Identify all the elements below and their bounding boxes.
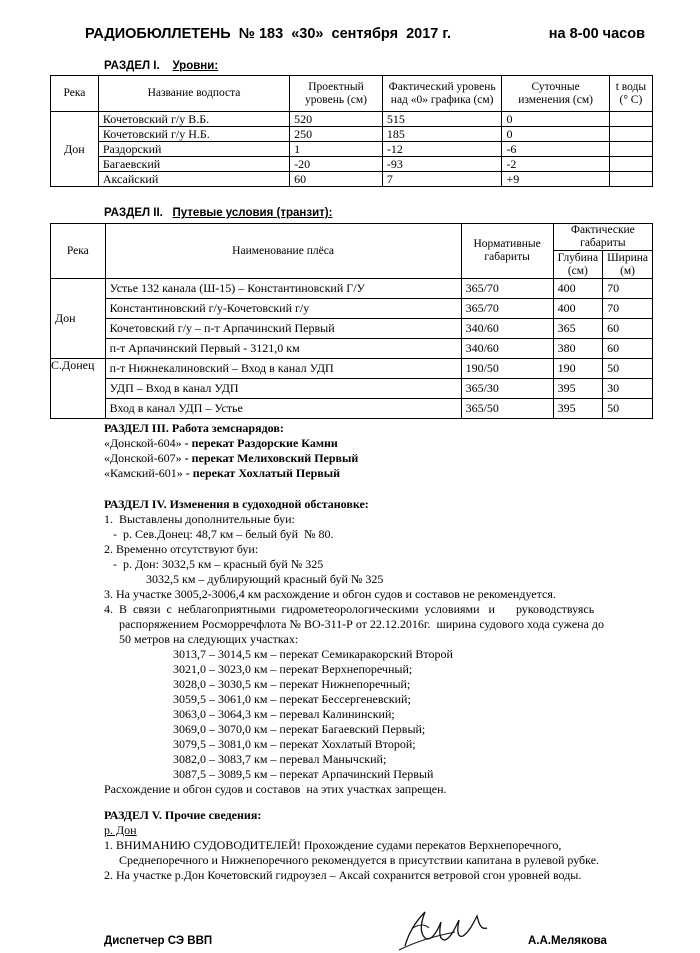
bulletin-title: РАДИОБЮЛЛЕТЕНЬ № 183 «30» сентября 2017 г. [85,26,452,42]
actual-cell: -12 [382,142,502,157]
change-cell: 0 [502,127,609,142]
table-row [51,299,653,319]
norm-cell: 340/60 [461,339,553,359]
section5-river: р. Дон [104,823,137,837]
stretch-cell: УДП – Вход в канал УДП [105,379,461,399]
depth-cell: 365 [553,319,602,339]
dredger-line [104,451,358,466]
section1-heading: Уровни: [172,60,219,72]
section4-line: 3. На участке 3005,2-3006,4 км расхождение и обгон судов и составов не рекомендуется. [104,587,556,601]
width-cell: 50 [603,399,653,419]
table-row [51,359,653,379]
section5-line: Среднепоречного и Нижнепоречного рекомендуется в присутствии капитана в рулевой рубке. [104,853,600,867]
dispatcher-position: Диспетчер СЭ ВВП [104,935,213,947]
design-cell: 520 [290,112,383,127]
section4-line: распоряжением Росморречфлота № ВО-311-Р от 22.12.2016г. ширина судового хода сужена до [104,617,604,631]
norm-cell: 365/70 [461,279,553,299]
post-cell: Раздорский [98,142,289,157]
dredger-name: «Донской-604» [104,436,182,450]
stretch-cell: Константиновский г/у-Кочетовский г/у [105,299,461,319]
norm-cell: 365/50 [461,399,553,419]
section1-number: РАЗДЕЛ I. [104,60,160,72]
section4-line: 3059,5 – 3061,0 км – перекат Бессергеневский; [104,692,411,706]
width-cell: 50 [603,359,653,379]
norm-cell: 340/60 [461,319,553,339]
dredger-name: «Донской-607» [104,451,182,465]
stretch-cell: Вход в канал УДП – Устье [105,399,461,419]
table-row [51,399,653,419]
actual-cell: 515 [382,112,502,127]
section2-title [104,207,332,219]
table-row [51,172,653,187]
section4-line: Расхождение и обгон судов и составов на этих участках запрещен. [104,782,447,796]
section4-line: 3082,0 – 3083,7 км – перевал Манычский; [104,752,387,766]
table-row [51,127,653,142]
section4-line: - р. Сев.Донец: 48,7 км – белый буй № 80. [104,527,334,541]
col-actual-level: Фактический уровень над «0» графика (см) [382,76,502,112]
section3-title: РАЗДЕЛ III. Работа земснарядов: [104,421,284,435]
dispatcher-name: А.А.Мелякова [528,935,607,947]
section4-line: 3069,0 – 3070,0 км – перекат Багаевский Первый; [104,722,426,736]
table-row [51,319,653,339]
temp-cell [609,112,652,127]
depth-cell: 190 [553,359,602,379]
dredger-name: «Камский-601» [104,466,183,480]
change-cell: 0 [502,112,609,127]
temp-cell [609,172,652,187]
col-depth: Глубина (см) [553,251,602,279]
river-cell: С.Донец [51,359,106,419]
section5-line: 1. ВНИМАНИЮ СУДОВОДИТЕЛЕЙ! Прохождение судами перекатов Верхнепоречного, [104,838,562,852]
col-design-level: Проектный уровень (см) [290,76,383,112]
col-river: Река [51,224,106,279]
stretch-cell: Устье 132 канала (Ш-15) – Константиновский Г/У [105,279,461,299]
depth-cell: 395 [553,379,602,399]
table-row [51,339,653,359]
river-cell: Дон [51,112,99,187]
levels-header-row [51,76,653,112]
depth-cell: 400 [553,299,602,319]
col-daily-change: Суточные изменения (см) [502,76,609,112]
post-cell: Багаевский [98,157,289,172]
section2-number: РАЗДЕЛ II. [104,207,163,219]
norm-cell: 365/70 [461,299,553,319]
post-cell: Аксайский [98,172,289,187]
section4-line: 2. Временно отсутствуют буи: [104,542,259,556]
table-row [51,379,653,399]
post-cell: Кочетовский г/у В.Б. [98,112,289,127]
section4-title: РАЗДЕЛ IV. Изменения в судоходной обстановке: [104,497,369,511]
actual-cell: -93 [382,157,502,172]
width-cell: 60 [603,339,653,359]
levels-table [50,75,653,187]
section4-line: 1. Выставлены дополнительные буи: [104,512,295,526]
col-post-name: Название водпоста [98,76,289,112]
temp-cell [609,142,652,157]
depth-cell: 400 [553,279,602,299]
signature-image [395,902,495,953]
section5-title: РАЗДЕЛ V. Прочие сведения: [104,808,262,822]
change-cell: -2 [502,157,609,172]
norm-cell: 365/30 [461,379,553,399]
river-cell: Дон [51,279,106,359]
section4-line: - р. Дон: 3032,5 км – красный буй № 325 [104,557,324,571]
depth-cell: 380 [553,339,602,359]
section4-line: 3063,0 – 3064,3 км – перевал Калининский; [104,707,395,721]
col-normative: Нормативные габариты [461,224,553,279]
dredger-location: - перекат Хохлатый Первый [182,466,341,480]
dredger-line [104,436,338,451]
norm-cell: 190/50 [461,359,553,379]
section4-line: 3087,5 – 3089,5 км – перекат Арпачинский Первый [104,767,434,781]
table-row [51,157,653,172]
bulletin-header [85,26,645,48]
section4-line: 3013,7 – 3014,5 км – перекат Семикаракорский Второй [104,647,453,661]
width-cell: 70 [603,279,653,299]
width-cell: 60 [603,319,653,339]
section4-line: 3021,0 – 3023,0 км – перекат Верхнепоречный; [104,662,413,676]
table-row [51,112,653,127]
col-stretch-name: Наименование плёса [105,224,461,279]
col-water-temp: t воды (° С) [609,76,652,112]
actual-cell: 185 [382,127,502,142]
dredger-location: - перекат Мелиховский Первый [181,451,359,465]
table-row [51,279,653,299]
design-cell: 1 [290,142,383,157]
section4-line: 3032,5 км – дублирующий красный буй № 325 [104,572,384,586]
section4-line: 3028,0 – 3030,5 км – перекат Нижнепоречный; [104,677,411,691]
stretch-cell: п-т Арпачинский Первый - 3121,0 км [105,339,461,359]
transit-header-row-1 [51,224,653,251]
section4-line: 50 метров на следующих участках: [104,632,299,646]
post-cell: Кочетовский г/у Н.Б. [98,127,289,142]
width-cell: 30 [603,379,653,399]
change-cell: -6 [502,142,609,157]
section2-heading: Путевые условия (транзит): [172,207,333,219]
design-cell: 60 [290,172,383,187]
section1-title [104,60,218,72]
width-cell: 70 [603,299,653,319]
depth-cell: 395 [553,399,602,419]
transit-table [50,223,653,419]
design-cell: -20 [290,157,383,172]
dredger-location: - перекат Раздорские Камни [181,436,338,450]
col-actual-group: Фактические габариты [553,224,652,251]
col-width: Ширина (м) [603,251,653,279]
dredger-line [104,466,340,481]
stretch-cell: п-т Нижнекалиновский – Вход в канал УДП [105,359,461,379]
table-row [51,142,653,157]
section4-line: 3079,5 – 3081,0 км – перекат Хохлатый Второй; [104,737,416,751]
stretch-cell: Кочетовский г/у – п-т Арпачинский Первый [105,319,461,339]
bulletin-time: на 8-00 часов [548,26,645,42]
section4-line: 4. В связи с неблагоприятными гидрометеорологическими условиями и руководствуясь [104,602,595,616]
actual-cell: 7 [382,172,502,187]
change-cell: +9 [502,172,609,187]
temp-cell [609,157,652,172]
temp-cell [609,127,652,142]
col-river: Река [51,76,99,112]
design-cell: 250 [290,127,383,142]
section5-line: 2. На участке р.Дон Кочетовский гидроузел – Аксай сохранится ветровой сгон уровней воды. [104,868,582,882]
